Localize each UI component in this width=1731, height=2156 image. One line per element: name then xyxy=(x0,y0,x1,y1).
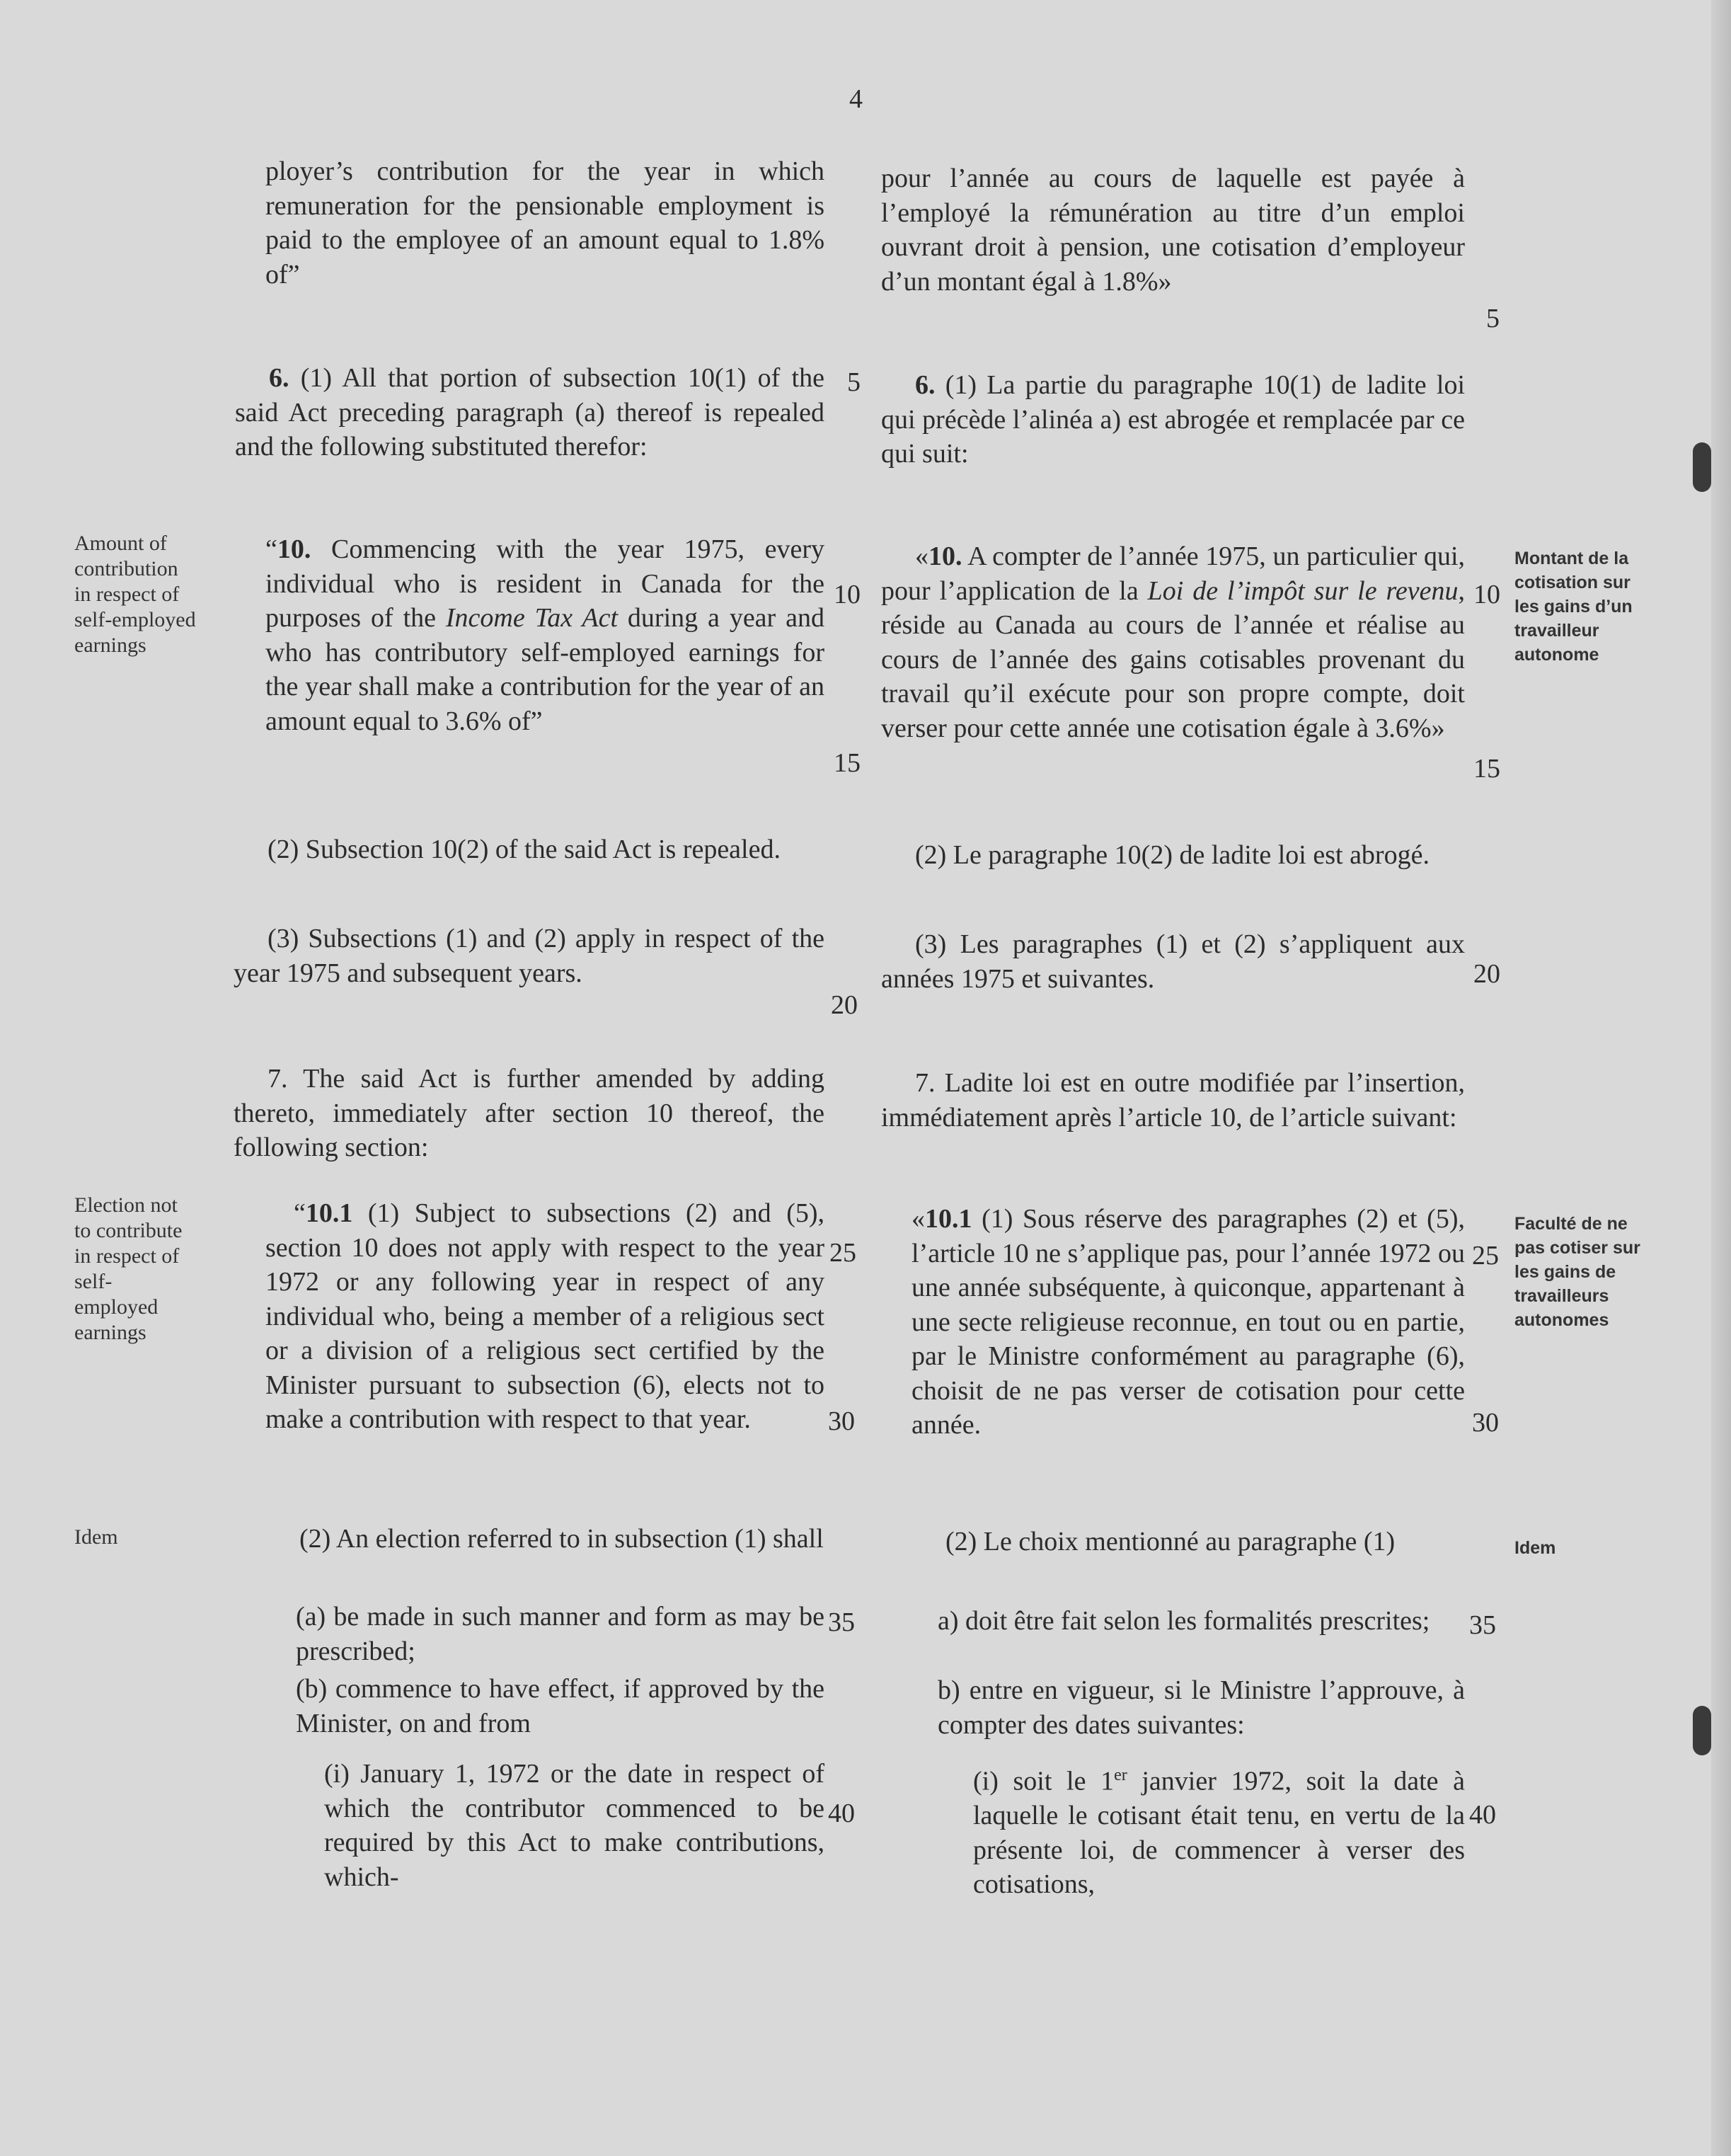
line-number-35: 35 xyxy=(828,1607,855,1637)
fr-line-number-40: 40 xyxy=(1469,1800,1496,1830)
margin-note-election-not-to-contribute: Election not to contribute in respect of self-employed earnings xyxy=(74,1193,183,1344)
fr-line-number-15: 15 xyxy=(1473,754,1500,784)
en-section-10: “10. Commencing with the year 1975, every individual who is resident in Canada for the purposes of the Income Tax Act during a year and who has contributory self-employed earnings for the year shall make a contribution for the year of an amount equal to 3.6% of” xyxy=(265,534,824,736)
margin-note-montant-de-la-cotisation: Montant de la cotisation sur les gains d’un travailleur autonome xyxy=(1514,549,1633,665)
fr-line-number-25: 25 xyxy=(1472,1241,1499,1271)
en-section-6-1: 6. (1) All that portion of subsection 10(1) of the said Act preceding paragraph (a) thereof is repealed and the following substituted therefor: xyxy=(235,363,824,461)
line-number-10: 10 xyxy=(834,580,861,609)
en-section-7: 7. The said Act is further amended by adding thereto, immediately after section 10 thereof, the following section: xyxy=(234,1064,824,1162)
en-paragraph-b: (b) commence to have effect, if approved by the Minister, on and from xyxy=(296,1674,824,1738)
page-edge-shadow xyxy=(1711,0,1731,2156)
fr-section-10: «10. A compter de l’année 1975, un particulier qui, pour l’application de la Loi de l’impôt sur le revenu, réside au Canada au cours de l’année et réalise au cours de l’année des gains cotisables provenant du travail qu’il exécute pour son propre compte, doit verser pour cette année une cotisation égale à 3.6%» xyxy=(881,541,1465,743)
fr-line-number-10: 10 xyxy=(1473,580,1500,609)
en-continuation-paragraph: ployer’s contribution for the year in which remuneration for the pensionable employment is paid to the employee of an amount equal to 1.8% of” xyxy=(265,156,824,289)
fr-section-6-1: 6. (1) La partie du paragraphe 10(1) de ladite loi qui précède l’alinéa a) est abrogée et remplacée par ce qui suit: xyxy=(881,370,1465,469)
line-number-25: 25 xyxy=(829,1238,856,1268)
fr-section-10-1: «10.1 (1) Sous réserve des paragraphes (2) et (5), l’article 10 ne s’applique pas, pour l’année 1972 ou une année subséquente, à quiconque, appartenant à une secte religieuse reconnue, en tout ou en partie, par le Ministre conformément au paragraphe (6), choisit de ne pas verser de cotisation pour cette année. xyxy=(911,1204,1465,1440)
en-section-10-1-2: (2) An election referred to in subsection (1) shall xyxy=(299,1524,824,1554)
fr-line-number-30: 30 xyxy=(1472,1408,1499,1438)
fr-section-10-1-2: (2) Le choix mentionné au paragraphe (1) xyxy=(945,1527,1396,1556)
fr-paragraph-b: b) entre en vigueur, si le Ministre l’approuve, à compter des dates suivantes: xyxy=(938,1675,1465,1740)
binder-hole-bottom xyxy=(1693,1706,1711,1755)
fr-section-6-3: (3) Les paragraphes (1) et (2) s’appliquent aux années 1975 et suivantes. xyxy=(881,929,1465,994)
fr-continuation-paragraph: pour l’année au cours de laquelle est payée à l’employé la rémunération au titre d’un emploi ouvrant droit à pension, une cotisation d’employeur d’un montant égal à 1.8%» xyxy=(881,164,1465,297)
fr-line-number-35: 35 xyxy=(1469,1610,1496,1640)
binder-hole-top xyxy=(1693,442,1711,492)
en-paragraph-a: (a) be made in such manner and form as may be prescribed; xyxy=(296,1602,824,1666)
en-subparagraph-i: (i) January 1, 1972 or the date in respect of which the contributor commenced to be required by this Act to make contributions, which- xyxy=(324,1759,824,1892)
margin-note-faculte-de-ne-pas-cotiser: Faculté de ne pas cotiser sur les gains de travailleurs autonomes xyxy=(1514,1214,1640,1330)
fr-paragraph-a: a) doit être fait selon les formalités prescrites; xyxy=(938,1606,1430,1636)
fr-section-7: 7. Ladite loi est en outre modifiée par l’insertion, immédiatement après l’article 10, de l’article suivant: xyxy=(881,1068,1465,1133)
fr-subparagraph-i: (i) soit le 1er janvier 1972, soit la date à laquelle le cotisant était tenu, en vertu de la présente loi, de commencer à verser des cotisations, xyxy=(973,1766,1465,1900)
en-section-6-2: (2) Subsection 10(2) of the said Act is repealed. xyxy=(268,835,781,864)
line-number-15: 15 xyxy=(834,748,861,778)
line-number-40: 40 xyxy=(828,1799,855,1828)
fr-line-number-5: 5 xyxy=(1486,304,1500,333)
line-number-5: 5 xyxy=(847,367,861,397)
margin-note-idem-en: Idem xyxy=(74,1525,118,1549)
margin-note-idem-fr: Idem xyxy=(1514,1538,1556,1558)
fr-section-6-2: (2) Le paragraphe 10(2) de ladite loi est abrogé. xyxy=(915,840,1430,870)
fr-line-number-20: 20 xyxy=(1473,959,1500,989)
line-number-30: 30 xyxy=(828,1406,855,1436)
en-section-10-1: “10.1 (1) Subject to subsections (2) and (5), section 10 does not apply with respect to the year 1972 or any following year in respect of any individual who, being a member of a religious sect or a division of a religious sect certified by the Minister pursuant to subsection (6), elects not to make a contribution with respect to that year. xyxy=(265,1198,824,1434)
margin-note-amount-of-contribution: Amount of contribution in respect of self-employed earnings xyxy=(74,532,196,657)
page-number: 4 xyxy=(849,84,863,114)
en-section-6-3: (3) Subsections (1) and (2) apply in respect of the year 1975 and subsequent years. xyxy=(234,924,824,988)
line-number-20: 20 xyxy=(831,990,858,1020)
